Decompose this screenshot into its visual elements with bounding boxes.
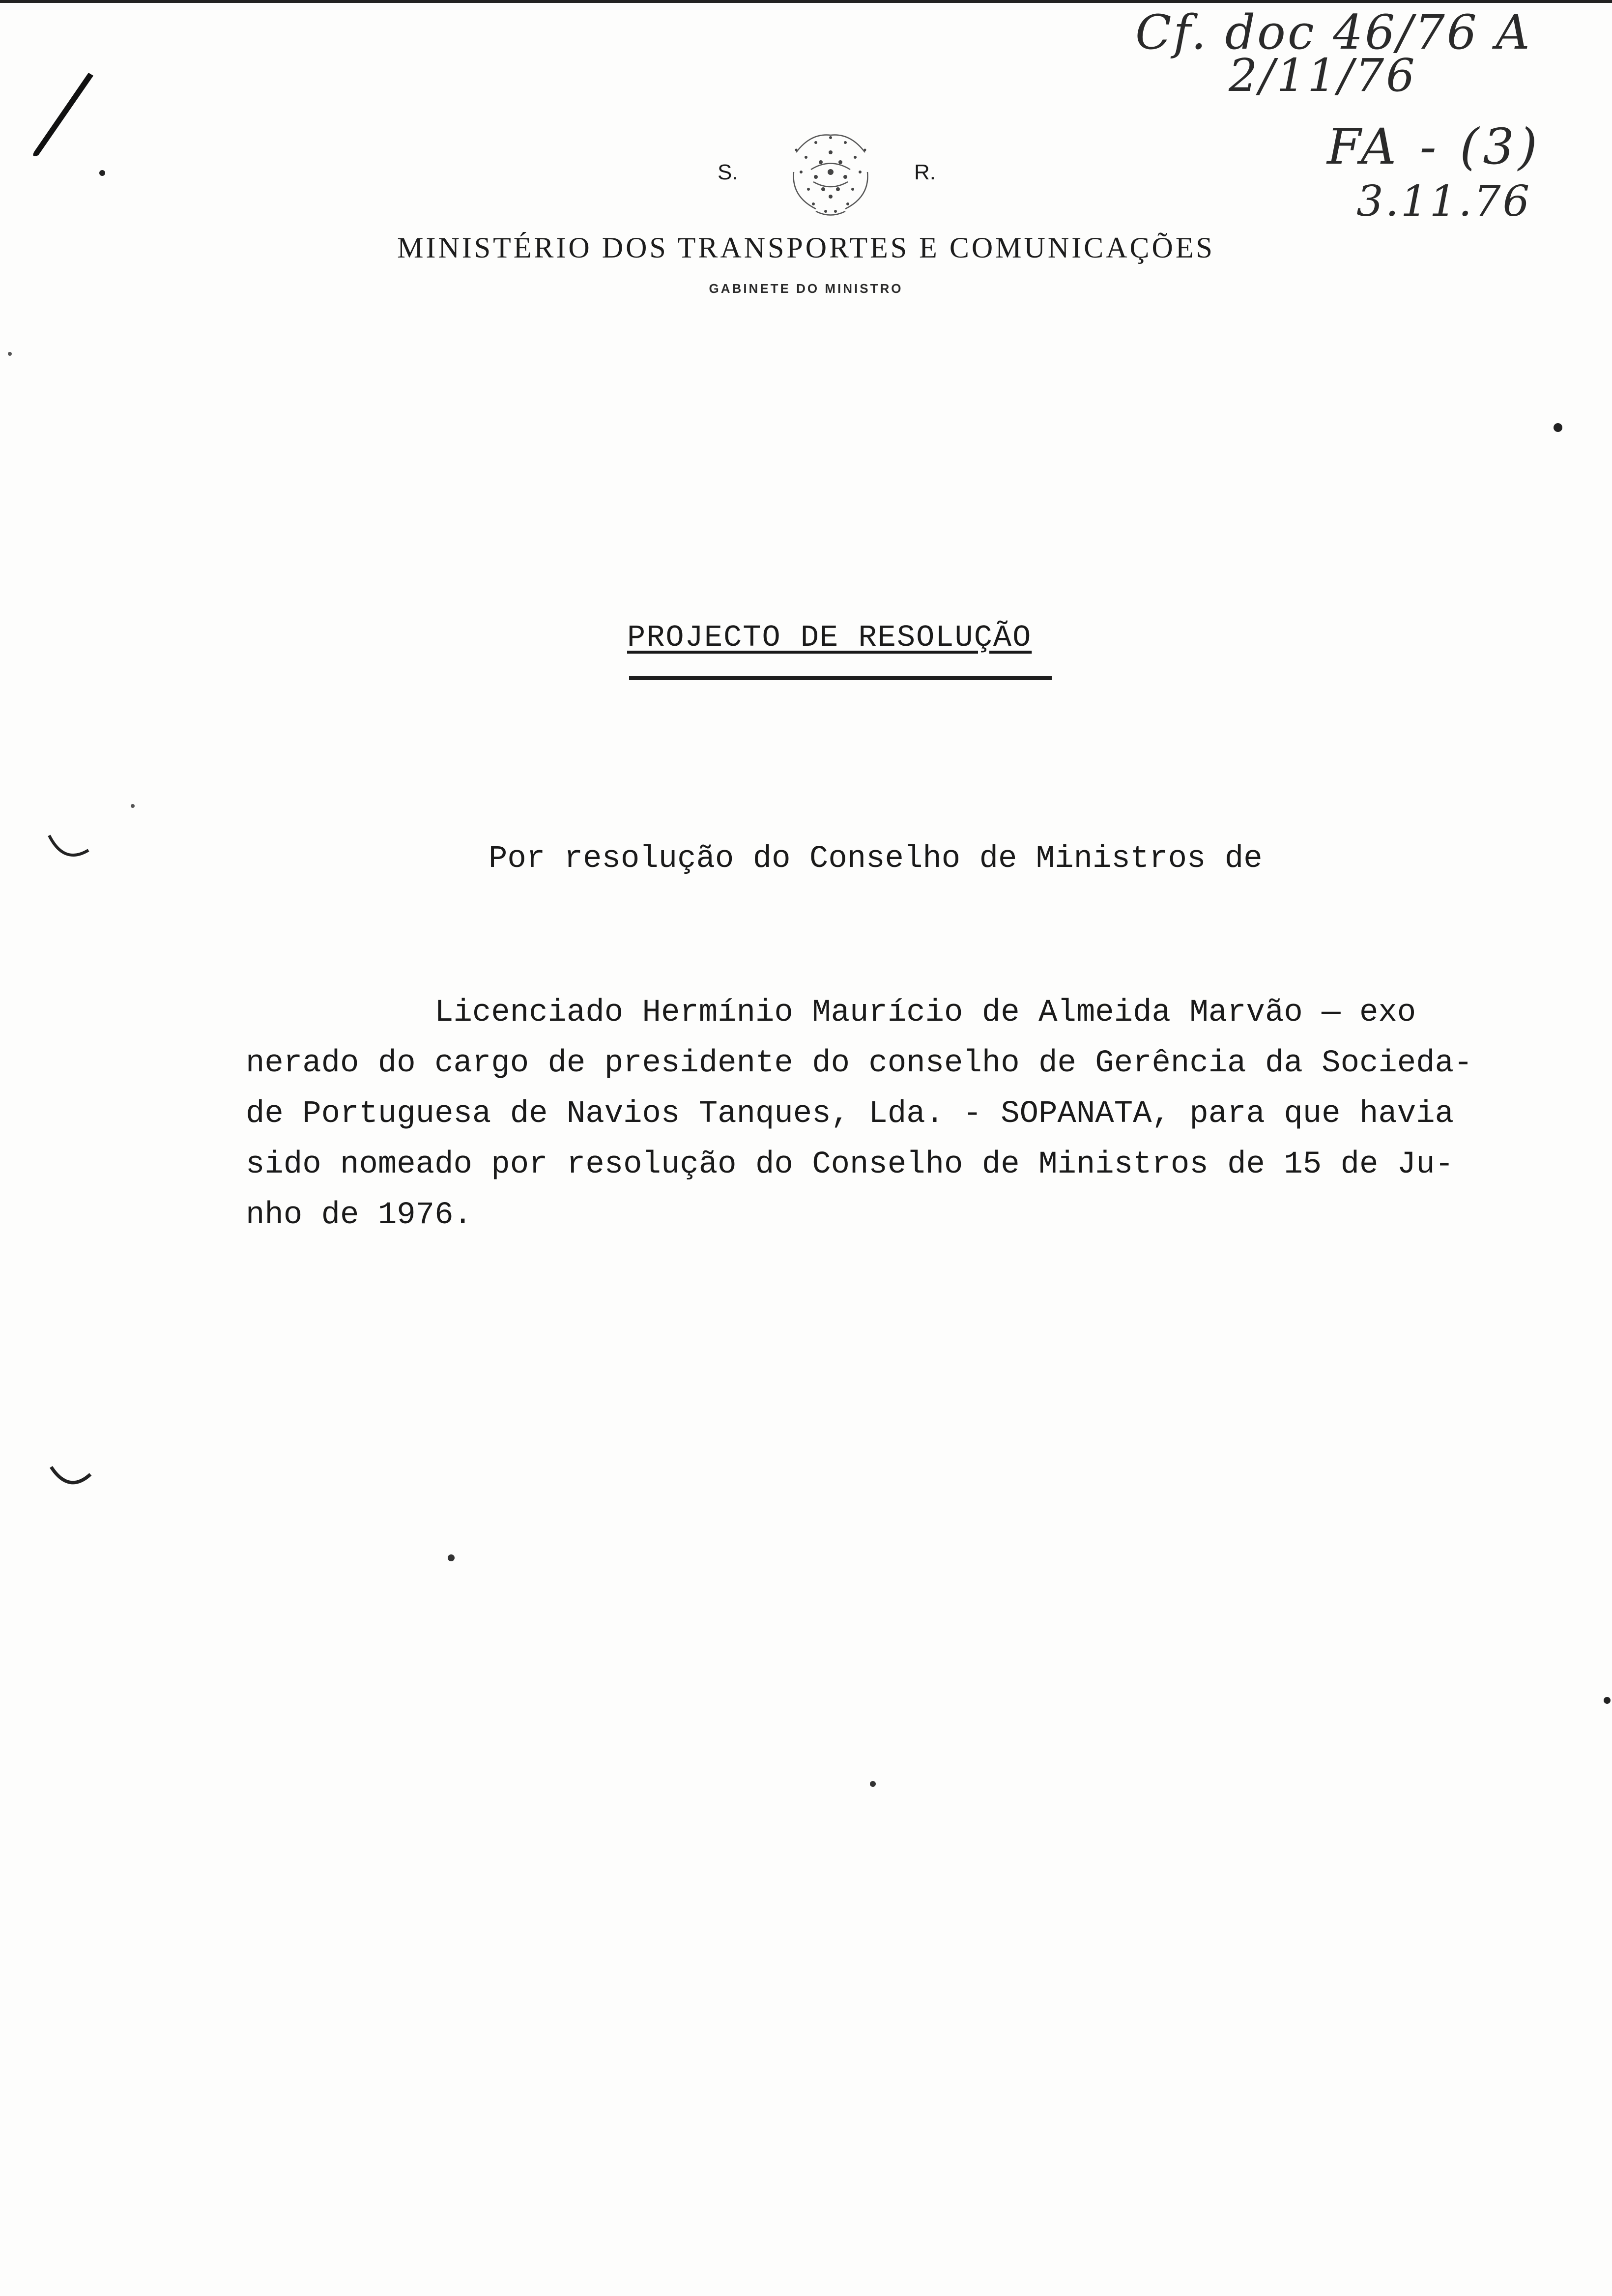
seal-letter-r: R.: [914, 160, 936, 184]
intro-line: Por resolução do Conselho de Ministros de: [489, 841, 1263, 877]
handwritten-reference: Cf. doc 46/76 A: [1135, 5, 1532, 60]
handwritten-date: 2/11/76: [1229, 49, 1417, 102]
handwritten-file-date: 3.11.76: [1356, 177, 1532, 226]
resolution-paragraph: [246, 988, 1543, 1241]
ministry-name: MINISTÉRIO DOS TRANSPORTES E COMUNICAÇÕES: [397, 231, 1215, 264]
paragraph-line: de Portuguesa de Navios Tanques, Lda. - SOPANATA, para que havia: [246, 1096, 1454, 1132]
paragraph-line: nho de 1976.: [246, 1198, 472, 1233]
paragraph-line: sido nomeado por resolução do Conselho de Ministros de 15 de Ju-: [246, 1147, 1454, 1182]
paragraph-line: nerado do cargo de presidente do conselho de Gerência da Socieda-: [246, 1046, 1473, 1081]
document-title: PROJECTO DE RESOLUÇÃO: [627, 620, 1032, 655]
letterhead-seal-row: [708, 123, 944, 221]
handwritten-file-mark: FA - (3): [1327, 118, 1541, 175]
seal-letter-s: S.: [718, 160, 738, 184]
coat-of-arms-seal-icon: [767, 123, 894, 221]
cabinet-subtitle: GABINETE DO MINISTRO: [709, 281, 903, 296]
paragraph-line: Licenciado Hermínio Maurício de Almeida Marvão — exo: [246, 995, 1416, 1031]
title-double-underline: [629, 676, 1052, 680]
